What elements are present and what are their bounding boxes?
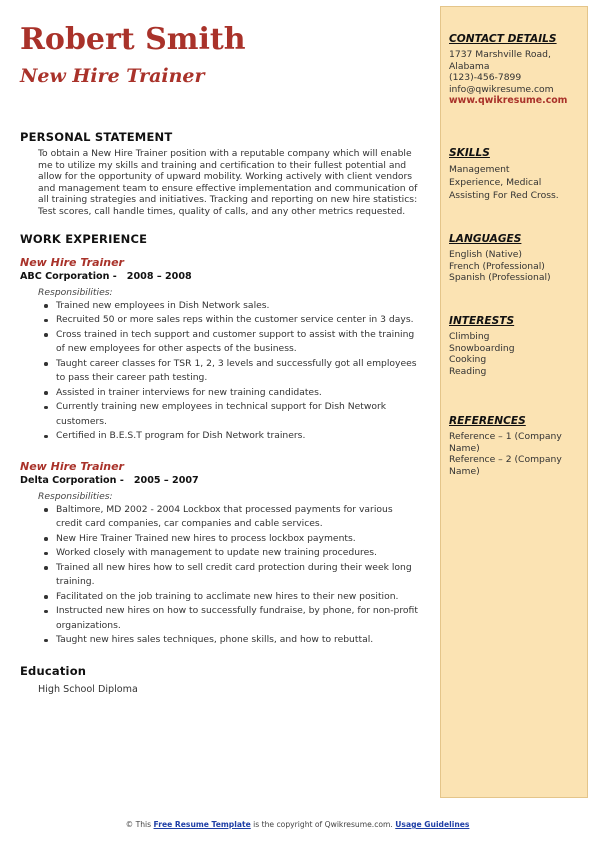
footer-middle: is the copyright of Qwikresume.com. xyxy=(253,820,393,829)
personal-statement-section xyxy=(20,130,420,218)
list-item: Instructed new hires on how to successfully fundraise, by phone, for non-profit organizations. xyxy=(56,604,420,633)
interest-line: Cooking xyxy=(449,354,487,366)
responsibilities-label: Responsibilities: xyxy=(38,490,113,502)
duties-list xyxy=(20,503,420,648)
education-section xyxy=(20,664,420,695)
skills-line: Experience, Medical xyxy=(449,177,542,188)
job-company xyxy=(20,475,420,486)
contact-title: CONTACT DETAILS xyxy=(449,33,557,45)
skills-section xyxy=(449,147,583,202)
contact-line: Alabama xyxy=(449,60,490,72)
free-resume-template-link[interactable]: Free Resume Template xyxy=(153,820,251,829)
job-company xyxy=(20,271,420,282)
interest-line: Snowboarding xyxy=(449,342,515,354)
list-item: Taught new hires sales techniques, phone skills, and how to rebuttal. xyxy=(56,633,420,648)
list-item: Cross trained in tech support and customer support to assist with the training of new employees for other aspects of the business. xyxy=(56,328,420,357)
contact-email: info@qwikresume.com xyxy=(449,83,554,95)
skills-line: Assisting For Red Cross. xyxy=(449,190,559,201)
languages-title: LANGUAGES xyxy=(449,233,522,245)
work-experience-title: WORK EXPERIENCE xyxy=(20,231,148,246)
job-title: New Hire Trainer xyxy=(20,255,124,269)
responsibilities-label: Responsibilities: xyxy=(38,286,113,298)
list-item: Currently training new employees in technical support for Dish Network customers. xyxy=(56,400,420,429)
skills-title: SKILLS xyxy=(449,147,490,159)
usage-guidelines-link[interactable]: Usage Guidelines xyxy=(395,820,470,829)
duties-list xyxy=(20,299,420,444)
reference-line: Name) xyxy=(449,465,480,477)
reference-line: Name) xyxy=(449,442,480,454)
language-line: English (Native) xyxy=(449,249,523,260)
list-item: Trained new employees in Dish Network sales. xyxy=(56,299,420,314)
reference-line: Reference – 2 (Company xyxy=(449,454,562,466)
company-name: Delta Corporation - xyxy=(20,474,124,486)
list-item: Assisted in trainer interviews for new training candidates. xyxy=(56,386,420,401)
education-title: Education xyxy=(20,663,87,678)
language-line: French (Professional) xyxy=(449,260,545,272)
education-text: High School Diploma xyxy=(38,683,138,695)
skills-line: Management xyxy=(449,164,510,175)
candidate-role: New Hire Trainer xyxy=(20,65,205,87)
main-column xyxy=(20,22,420,695)
languages-section xyxy=(449,233,583,284)
personal-statement-text: To obtain a New Hire Trainer position with a reputable company which will enable me to utilize my skills and training and certification to their fullest potential and allow for the opportunity of upward mobility. Working actively with client vendors and management team to ensure effective implementation and communication of all training strategies and initiatives. Tracking and reporting on new hire statistics: Test scores, call handle times, quality of calls, and any other metrics requested. xyxy=(38,148,418,217)
job-entry-2 xyxy=(20,460,420,648)
list-item: Certified in B.E.S.T program for Dish Network trainers. xyxy=(56,429,420,444)
language-line: Spanish (Professional) xyxy=(449,272,551,284)
work-experience-section xyxy=(20,232,420,648)
footer-prefix: © This xyxy=(125,820,152,829)
interest-line: Reading xyxy=(449,365,487,377)
website-link[interactable]: www.qwikresume.com xyxy=(449,95,568,107)
interests-section xyxy=(449,315,583,377)
list-item: Worked closely with management to update new training procedures. xyxy=(56,546,420,561)
footer xyxy=(0,820,595,829)
job-dates: 2005 – 2007 xyxy=(133,474,199,486)
list-item: Taught career classes for TSR 1, 2, 3 levels and successfully got all employees to pass their career path testing. xyxy=(56,357,420,386)
company-name: ABC Corporation - xyxy=(20,270,117,282)
job-title: New Hire Trainer xyxy=(20,459,124,473)
sidebar xyxy=(440,6,588,798)
job-entry-1 xyxy=(20,256,420,444)
interests-title: INTERESTS xyxy=(449,315,515,327)
list-item: Facilitated on the job training to acclimate new hires to their new position. xyxy=(56,590,420,605)
job-dates: 2008 – 2008 xyxy=(126,270,192,282)
list-item: Baltimore, MD 2002 - 2004 Lockbox that processed payments for various credit card companies, car companies and cable services. xyxy=(56,503,420,532)
candidate-name: Robert Smith xyxy=(20,22,246,57)
reference-line: Reference – 1 (Company xyxy=(449,431,562,442)
contact-line: 1737 Marshville Road, xyxy=(449,49,551,60)
contact-phone: (123)-456-7899 xyxy=(449,72,522,84)
interest-line: Climbing xyxy=(449,331,490,342)
contact-section xyxy=(449,33,583,106)
references-section xyxy=(449,415,583,477)
personal-statement-title: PERSONAL STATEMENT xyxy=(20,130,173,144)
list-item: Trained all new hires how to sell credit card protection during their week long training. xyxy=(56,561,420,590)
references-title: REFERENCES xyxy=(449,415,526,427)
list-item: New Hire Trainer Trained new hires to process lockbox payments. xyxy=(56,532,420,547)
list-item: Recruited 50 or more sales reps within the customer service center in 3 days. xyxy=(56,313,420,328)
